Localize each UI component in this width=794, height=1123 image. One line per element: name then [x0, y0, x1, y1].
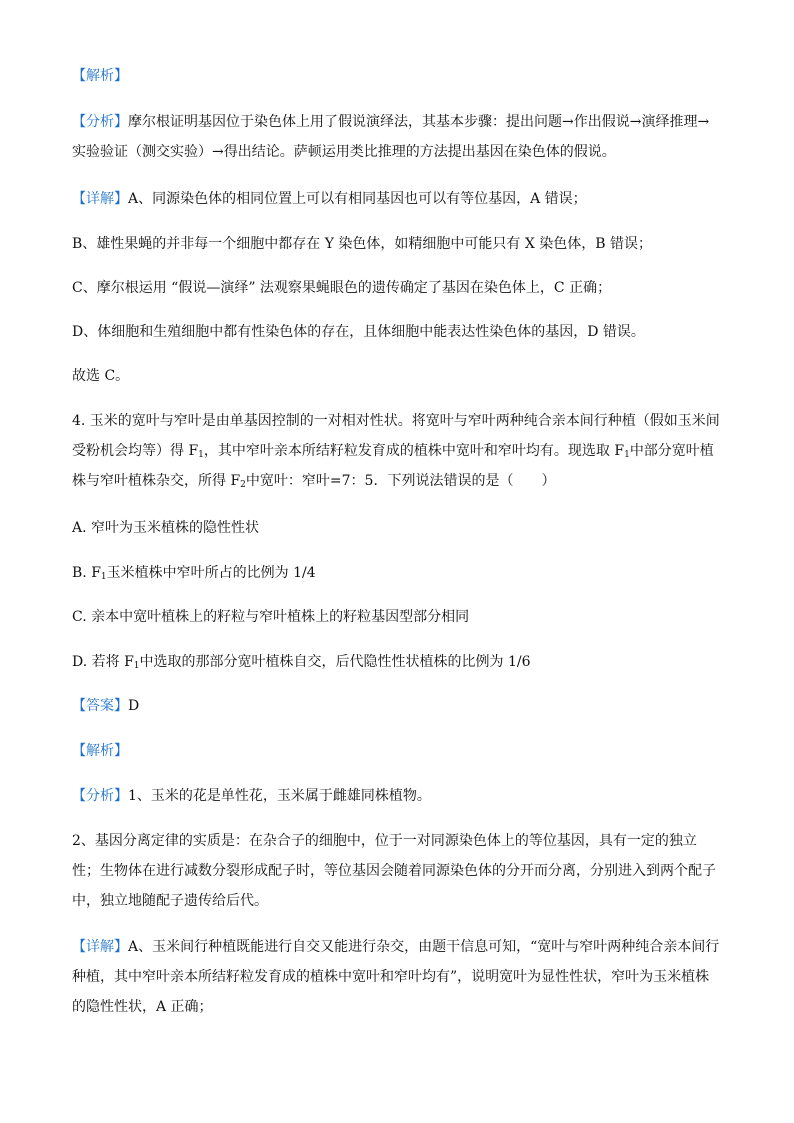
choice-b: [72, 563, 732, 583]
xiangjie-2-line-1: [72, 937, 732, 957]
explanation-option-b-text: B、雄性果蝇的并非每一个细胞中都存在 Y 染色体，如精细胞中可能只有 X 染色体，B 错误；: [72, 236, 653, 252]
fenxi-2-point-2-line-2: [72, 861, 732, 881]
xiangjie-option-a: A、同源染色体的相同位置上可以有相同基因也可以有等位基因，A 错误；: [128, 191, 587, 207]
subscript: 1: [198, 450, 204, 460]
fenxi-text: 摩尔根证明基因位于染色体上用了假说演绎法，其基本步骤：提出问题→作出假说→演绎推理→: [128, 114, 710, 130]
fenxi-point-2-text: 性；生物体在进行减数分裂形成配子时，等位基因会随着同源染色体的分开而分离，分别进入到两个配子: [72, 863, 716, 879]
fenxi-point-2-text: 2、基因分离定律的实质是：在杂合子的细胞中，位于一对同源染色体上的等位基因，具有一定的独立: [72, 833, 697, 849]
question-4-line-1: [72, 411, 732, 431]
subscript: 1: [624, 450, 630, 460]
answer-value: D: [128, 698, 140, 714]
xiangjie-2-line-3: [72, 997, 732, 1017]
fenxi-tag: 【分析】: [72, 788, 128, 804]
conclusion: [72, 366, 732, 386]
fenxi-text: 实验验证（测交实验）→得出结论。萨顿运用类比推理的方法提出基因在染色体的假说。: [72, 144, 616, 160]
explanation-option-d-text: D、体细胞和生殖细胞中都有性染色体的存在，且体细胞中能表达性染色体的基因，D 错误。: [72, 324, 645, 340]
subscript: 2: [240, 480, 246, 490]
explanation-option-d: [72, 322, 732, 342]
question-4-line-3: [72, 471, 732, 491]
choice-c-text: C. 亲本中宽叶植株上的籽粒与窄叶植株上的籽粒基因型部分相同: [72, 609, 470, 625]
choice-b-text: 玉米植株中窄叶所占的比例为 1/4: [106, 565, 316, 581]
analysis-tag: 【解析】: [72, 68, 128, 84]
subscript: 1: [133, 661, 140, 671]
question-4-text: 中部分宽叶植: [629, 443, 714, 459]
question-4-text: 受粉机会均等）得 F: [72, 443, 199, 459]
xiangjie-paragraph-a: [72, 189, 732, 209]
choice-b-text: B. F: [72, 565, 101, 581]
analysis-heading: [72, 66, 732, 86]
fenxi-point-2-text: 中，独立地随配子遗传给后代。: [72, 893, 268, 909]
choice-d-text: D. 若将 F: [72, 654, 134, 670]
xiangjie-text: 种植，其中窄叶亲本所结籽粒发育成的植株中宽叶和窄叶均有”，说明宽叶为显性性状，窄叶为玉米植株: [72, 969, 710, 985]
explanation-option-b: [72, 234, 732, 254]
question-4-text: ，其中窄叶亲本所结籽粒发育成的植株中宽叶和窄叶均有。现选取 F: [203, 443, 625, 459]
fenxi-tag: 【分析】: [72, 114, 128, 130]
question-4-text: 株与窄叶植株杂交，所得 F: [72, 473, 241, 489]
xiangjie-text: A、玉米间行种植既能进行自交又能进行杂交，由题干信息可知，“宽叶与窄叶两种纯合亲本间行: [128, 939, 720, 955]
choice-a-text: A. 窄叶为玉米植株的隐性性状: [72, 520, 260, 536]
question-4-text: 中宽叶：窄叶=7：5．下列说法错误的是（ ）: [245, 473, 556, 489]
question-4-text: 4. 玉米的宽叶与窄叶是由单基因控制的一对相对性状。将宽叶与窄叶两种纯合亲本间行种植（假如玉米间: [72, 413, 720, 429]
xiangjie-text: 的隐性性状，A 正确；: [72, 999, 213, 1015]
question-4-line-2: [72, 441, 732, 461]
choice-a: [72, 518, 732, 538]
conclusion-text: 故选 C。: [72, 368, 130, 384]
choice-d-text: 中选取的那部分宽叶植株自交，后代隐性性状植株的比例为 1/6: [139, 654, 531, 670]
fenxi-2-point-1: [72, 786, 732, 806]
xiangjie-tag: 【详解】: [72, 939, 128, 955]
xiangjie-tag: 【详解】: [72, 191, 128, 207]
explanation-option-c: [72, 278, 732, 298]
analysis-heading-2: [72, 741, 732, 761]
fenxi-paragraph-line-2: [72, 142, 732, 162]
subscript: 1: [100, 572, 107, 582]
choice-d: [72, 652, 732, 672]
answer-tag: 【答案】: [72, 698, 128, 714]
fenxi-2-point-2-line-3: [72, 891, 732, 911]
xiangjie-2-line-2: [72, 967, 732, 987]
analysis-tag: 【解析】: [72, 743, 128, 759]
fenxi-paragraph-line-1: [72, 112, 732, 132]
fenxi-2-point-2-line-1: [72, 831, 732, 851]
answer-line: [72, 696, 732, 716]
fenxi-point-1-text: 1、玉米的花是单性花，玉米属于雌雄同株植物。: [128, 788, 431, 804]
choice-c: [72, 607, 732, 627]
explanation-option-c-text: C、摩尔根运用 “假说—演绎” 法观察果蝇眼色的遗传确定了基因在染色体上，C 正确；: [72, 280, 612, 296]
